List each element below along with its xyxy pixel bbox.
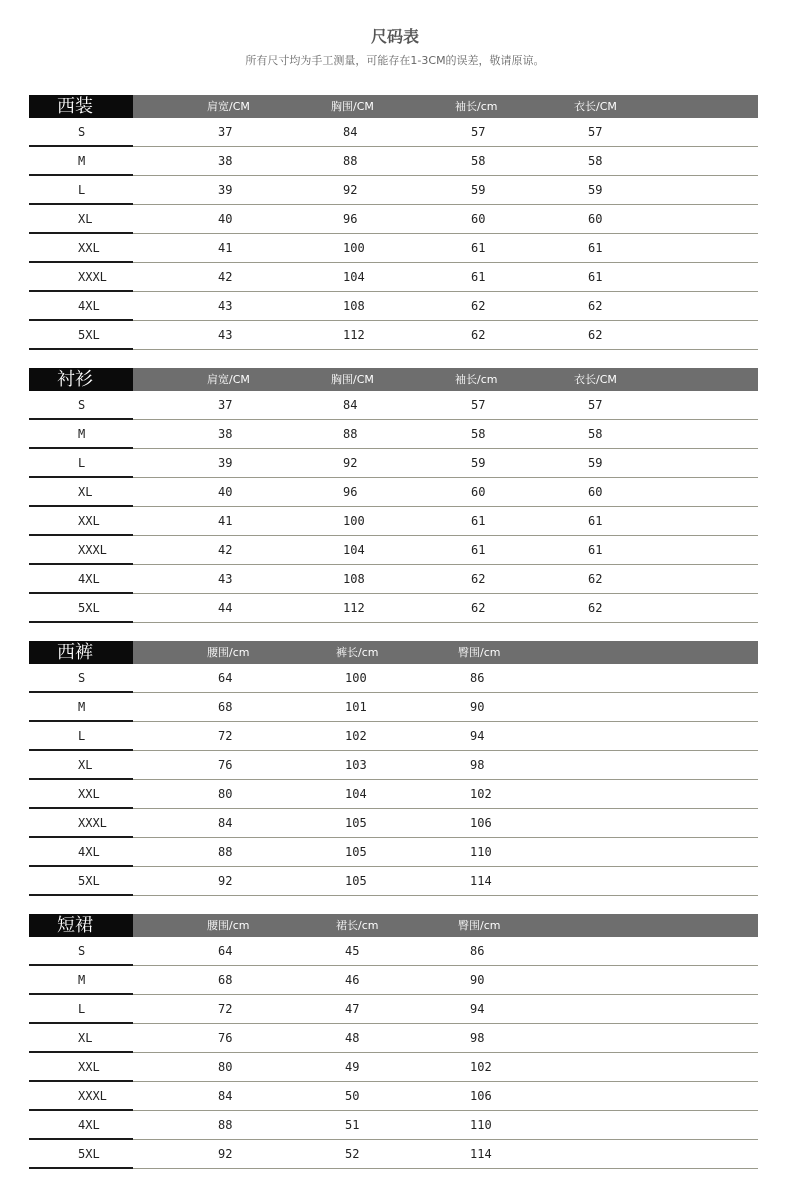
- value-cell: 84: [343, 125, 358, 139]
- value-cell: 47: [345, 1002, 360, 1016]
- column-header: 裤长/cm: [336, 646, 379, 659]
- table-row: [29, 722, 758, 751]
- table-row: [29, 205, 758, 234]
- table-row: [29, 1024, 758, 1053]
- size-cell: S: [78, 398, 86, 412]
- value-cell: 61: [588, 270, 603, 284]
- size-cell: M: [78, 973, 86, 987]
- value-cell: 39: [218, 456, 233, 470]
- table-row: [29, 867, 758, 896]
- value-cell: 100: [345, 671, 367, 685]
- table-row: [29, 594, 758, 623]
- value-cell: 94: [470, 1002, 485, 1016]
- value-cell: 88: [343, 427, 358, 441]
- value-cell: 90: [470, 973, 485, 987]
- value-cell: 98: [470, 758, 485, 772]
- size-cell: S: [78, 944, 86, 958]
- value-cell: 112: [343, 601, 365, 615]
- table-row: [29, 780, 758, 809]
- value-cell: 76: [218, 1031, 233, 1045]
- value-cell: 44: [218, 601, 233, 615]
- size-cell: S: [78, 125, 86, 139]
- value-cell: 96: [343, 485, 358, 499]
- table-row: [29, 693, 758, 722]
- value-cell: 41: [218, 514, 233, 528]
- table-row: [29, 937, 758, 966]
- value-cell: 104: [343, 270, 365, 284]
- value-cell: 60: [471, 212, 486, 226]
- value-cell: 58: [588, 154, 603, 168]
- size-cell: 4XL: [78, 845, 100, 859]
- table-row: [29, 147, 758, 176]
- value-cell: 61: [588, 241, 603, 255]
- value-cell: 84: [218, 816, 233, 830]
- value-cell: 37: [218, 398, 233, 412]
- size-table: [29, 368, 758, 623]
- table-row: [29, 118, 758, 147]
- value-cell: 49: [345, 1060, 360, 1074]
- column-header: 袖长/cm: [455, 100, 498, 113]
- page-title: 尺码表: [370, 27, 419, 46]
- value-cell: 106: [470, 816, 492, 830]
- value-cell: 92: [343, 456, 358, 470]
- value-cell: 61: [471, 241, 486, 255]
- column-header: 胸围/CM: [331, 100, 374, 113]
- value-cell: 52: [345, 1147, 360, 1161]
- table-header: [29, 95, 758, 118]
- value-cell: 43: [218, 328, 233, 342]
- size-cell: L: [78, 729, 86, 743]
- table-row: [29, 838, 758, 867]
- value-cell: 64: [218, 671, 233, 685]
- value-cell: 88: [343, 154, 358, 168]
- value-cell: 102: [345, 729, 367, 743]
- value-cell: 110: [470, 1118, 492, 1132]
- table-row: [29, 263, 758, 292]
- size-cell: L: [78, 1002, 86, 1016]
- value-cell: 102: [470, 1060, 492, 1074]
- column-header: 裙长/cm: [336, 919, 379, 932]
- value-cell: 60: [588, 485, 603, 499]
- table-row: [29, 234, 758, 263]
- size-table: [29, 95, 758, 350]
- value-cell: 90: [470, 700, 485, 714]
- value-cell: 84: [218, 1089, 233, 1103]
- value-cell: 62: [588, 328, 603, 342]
- value-cell: 100: [343, 241, 365, 255]
- value-cell: 42: [218, 543, 233, 557]
- value-cell: 59: [471, 183, 486, 197]
- value-cell: 61: [471, 270, 486, 284]
- table-row: [29, 1140, 758, 1169]
- size-cell: M: [78, 700, 86, 714]
- value-cell: 38: [218, 427, 233, 441]
- size-cell: XL: [78, 485, 93, 499]
- value-cell: 108: [343, 299, 365, 313]
- value-cell: 40: [218, 485, 233, 499]
- value-cell: 76: [218, 758, 233, 772]
- table-row: [29, 1053, 758, 1082]
- size-cell: 5XL: [78, 874, 100, 888]
- table-row: [29, 321, 758, 350]
- table-row: [29, 449, 758, 478]
- value-cell: 86: [470, 671, 485, 685]
- column-header: 袖长/cm: [455, 373, 498, 386]
- size-cell: L: [78, 183, 86, 197]
- size-cell: 5XL: [78, 328, 100, 342]
- value-cell: 61: [588, 543, 603, 557]
- value-cell: 62: [588, 572, 603, 586]
- table-row: [29, 391, 758, 420]
- column-header: 臀围/cm: [458, 646, 501, 659]
- value-cell: 61: [471, 543, 486, 557]
- value-cell: 114: [470, 874, 492, 888]
- size-cell: S: [78, 671, 86, 685]
- table-row: [29, 536, 758, 565]
- size-cell: 5XL: [78, 1147, 100, 1161]
- value-cell: 41: [218, 241, 233, 255]
- table-row: [29, 176, 758, 205]
- size-cell: XL: [78, 212, 93, 226]
- table-row: [29, 809, 758, 838]
- size-cell: 4XL: [78, 572, 100, 586]
- table-row: [29, 1082, 758, 1111]
- size-cell: XXXL: [78, 543, 107, 557]
- table-row: [29, 751, 758, 780]
- table-header: [29, 641, 758, 664]
- size-cell: XXL: [78, 1060, 100, 1074]
- value-cell: 108: [343, 572, 365, 586]
- value-cell: 60: [471, 485, 486, 499]
- table-header: [29, 368, 758, 391]
- value-cell: 38: [218, 154, 233, 168]
- table-row: [29, 478, 758, 507]
- value-cell: 92: [218, 874, 233, 888]
- value-cell: 58: [471, 427, 486, 441]
- value-cell: 105: [345, 816, 367, 830]
- table-header: [29, 914, 758, 937]
- value-cell: 48: [345, 1031, 360, 1045]
- table-row: [29, 966, 758, 995]
- value-cell: 110: [470, 845, 492, 859]
- table-row: [29, 1111, 758, 1140]
- value-cell: 57: [588, 125, 603, 139]
- column-header: 胸围/CM: [331, 373, 374, 386]
- value-cell: 59: [471, 456, 486, 470]
- value-cell: 72: [218, 729, 233, 743]
- size-table: [29, 641, 758, 896]
- size-cell: XXL: [78, 787, 100, 801]
- column-header: 腰围/cm: [207, 646, 250, 659]
- value-cell: 50: [345, 1089, 360, 1103]
- value-cell: 57: [471, 125, 486, 139]
- value-cell: 62: [471, 572, 486, 586]
- table-row: [29, 420, 758, 449]
- category-label: 西装: [29, 95, 133, 118]
- value-cell: 45: [345, 944, 360, 958]
- size-cell: 5XL: [78, 601, 100, 615]
- table-row: [29, 995, 758, 1024]
- category-label: 西裤: [29, 641, 133, 664]
- value-cell: 105: [345, 845, 367, 859]
- value-cell: 114: [470, 1147, 492, 1161]
- value-cell: 39: [218, 183, 233, 197]
- value-cell: 59: [588, 456, 603, 470]
- value-cell: 42: [218, 270, 233, 284]
- value-cell: 62: [471, 328, 486, 342]
- value-cell: 96: [343, 212, 358, 226]
- page-subtitle: 所有尺寸均为手工测量，可能存在1-3CM的误差，敬请原谅。: [245, 54, 545, 67]
- value-cell: 103: [345, 758, 367, 772]
- value-cell: 59: [588, 183, 603, 197]
- value-cell: 62: [471, 299, 486, 313]
- value-cell: 57: [588, 398, 603, 412]
- size-cell: M: [78, 427, 86, 441]
- value-cell: 46: [345, 973, 360, 987]
- value-cell: 62: [471, 601, 486, 615]
- table-row: [29, 292, 758, 321]
- table-row: [29, 664, 758, 693]
- size-cell: XXXL: [78, 816, 107, 830]
- value-cell: 60: [588, 212, 603, 226]
- column-header: 衣长/CM: [574, 100, 617, 113]
- value-cell: 43: [218, 299, 233, 313]
- column-header: 腰围/cm: [207, 919, 250, 932]
- size-table: [29, 914, 758, 1169]
- table-row: [29, 507, 758, 536]
- value-cell: 72: [218, 1002, 233, 1016]
- value-cell: 98: [470, 1031, 485, 1045]
- value-cell: 105: [345, 874, 367, 888]
- value-cell: 58: [471, 154, 486, 168]
- value-cell: 80: [218, 1060, 233, 1074]
- value-cell: 102: [470, 787, 492, 801]
- value-cell: 61: [588, 514, 603, 528]
- value-cell: 84: [343, 398, 358, 412]
- value-cell: 94: [470, 729, 485, 743]
- category-label: 短裙: [29, 914, 133, 937]
- size-cell: XXXL: [78, 270, 107, 284]
- value-cell: 68: [218, 700, 233, 714]
- size-cell: XL: [78, 1031, 93, 1045]
- value-cell: 88: [218, 845, 233, 859]
- value-cell: 43: [218, 572, 233, 586]
- value-cell: 101: [345, 700, 367, 714]
- value-cell: 88: [218, 1118, 233, 1132]
- size-cell: L: [78, 456, 86, 470]
- value-cell: 61: [471, 514, 486, 528]
- value-cell: 68: [218, 973, 233, 987]
- value-cell: 106: [470, 1089, 492, 1103]
- value-cell: 58: [588, 427, 603, 441]
- column-header: 肩宽/CM: [207, 373, 250, 386]
- column-header: 肩宽/CM: [207, 100, 250, 113]
- size-cell: 4XL: [78, 1118, 100, 1132]
- value-cell: 37: [218, 125, 233, 139]
- column-header: 衣长/CM: [574, 373, 617, 386]
- value-cell: 104: [343, 543, 365, 557]
- size-cell: XXL: [78, 241, 100, 255]
- table-row: [29, 565, 758, 594]
- value-cell: 51: [345, 1118, 360, 1132]
- value-cell: 100: [343, 514, 365, 528]
- value-cell: 57: [471, 398, 486, 412]
- value-cell: 62: [588, 299, 603, 313]
- size-cell: 4XL: [78, 299, 100, 313]
- value-cell: 64: [218, 944, 233, 958]
- column-header: 臀围/cm: [458, 919, 501, 932]
- value-cell: 112: [343, 328, 365, 342]
- value-cell: 80: [218, 787, 233, 801]
- value-cell: 86: [470, 944, 485, 958]
- value-cell: 104: [345, 787, 367, 801]
- size-cell: XXXL: [78, 1089, 107, 1103]
- size-cell: XXL: [78, 514, 100, 528]
- size-cell: XL: [78, 758, 93, 772]
- category-label: 衬衫: [29, 368, 133, 391]
- value-cell: 40: [218, 212, 233, 226]
- size-cell: M: [78, 154, 86, 168]
- value-cell: 92: [343, 183, 358, 197]
- value-cell: 92: [218, 1147, 233, 1161]
- value-cell: 62: [588, 601, 603, 615]
